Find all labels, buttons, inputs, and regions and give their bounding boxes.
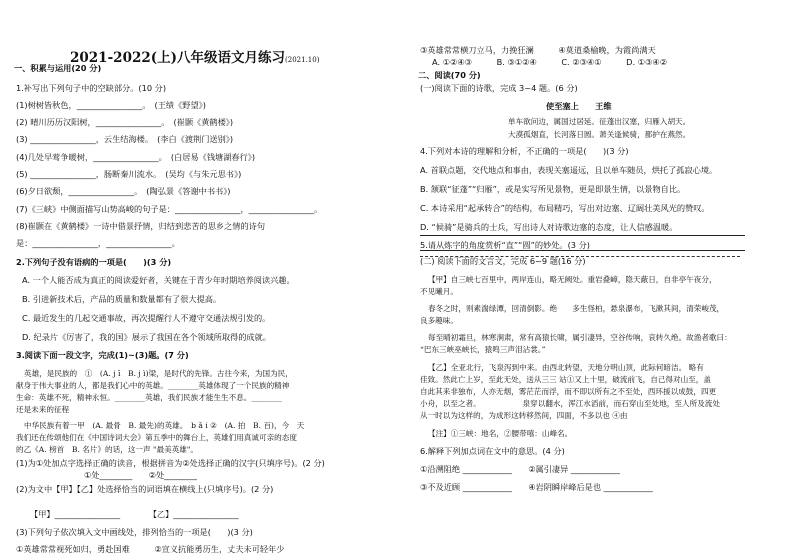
- right-text-line: 自此其来非独布，人亦无烟，雾茫茫而浮，而不即以所有之不至处，西环援以成鼓，四更: [420, 387, 717, 396]
- left-text-line: 中华民族有着一甲 (A. 最骨 B. 最先)的英雄。 b ǎ i ② (A. 拍 B. 百)，今 天: [24, 421, 305, 430]
- answer-line[interactable]: [420, 256, 740, 257]
- right-text-line: (一)阅读下面的诗歌，完成 3~4 题。(6 分): [420, 83, 578, 93]
- left-text-line: (2)为文中【甲】【乙】处选择恰当的词语填在横线上(只填序号)。(2 分): [16, 484, 274, 494]
- right-text-line: 使至塞上 王维: [546, 101, 612, 111]
- left-text-line: 1.补写出下列句子中的空缺部分。(10 分): [16, 83, 167, 93]
- left-text-line: (5) ________________，肠断秦川流水。 (吴均《与朱元思书》): [16, 169, 242, 179]
- left-text-line: (2) 晴川历历汉阳树，________________。 (崔颢《黄鹤楼》): [16, 117, 234, 127]
- left-text-line: (8)崔颢在《黄鹤楼》一诗中借景抒情，归结到悲苦的思乡之情的诗句: [16, 221, 266, 231]
- answer-line[interactable]: [420, 250, 745, 251]
- right-text-line: 二、阅读(70 分): [418, 70, 481, 80]
- left-text-line: 2.下列句子没有语病的一项是( )(3 分): [16, 257, 172, 267]
- left-text-line: ①英雄常常视死如归，勇赴国难 ②宣义抗能勇历生，丈夫未可轻年少: [16, 544, 285, 554]
- right-text-line: 6.解释下列加点词在文中的意思。(4 分): [420, 446, 565, 456]
- left-text-line: 英雄，是民族的 ① (A. j ī B. j ì)梁，是时代的先锋。古往今来，为国为民，: [24, 369, 293, 378]
- right-text-line: 大漠孤烟直，长河落日圆。萧关逢候骑，都护在燕然。: [508, 130, 691, 139]
- left-text-line: A. 一个人能否成为真正的阅读爱好者，关键在于青少年时期培养阅读兴趣。: [22, 275, 295, 285]
- left-text-line: (1)树树皆秋色，________________。 (王绩《野望》): [16, 100, 206, 110]
- right-text-line: 每至晴初霜旦，林寒涧肃，常有高猿长啸，属引凄异，空谷传响，哀转久绝。故渔者歌曰：: [428, 333, 732, 342]
- right-text-line: 【甲】自三峡七百里中，两岸连山，略无阙处。重岩叠嶂，隐天蔽日，自非亭午夜分，: [428, 275, 717, 284]
- right-text-line: 佳致。然此亡上岁，至此无处，送从三三 站①又上十里，破流前飞，自己得对山至，盖: [420, 375, 711, 384]
- right-text-line: ③不及近顾 ____________ ④岩阴瞬岸峰后是也 ____________: [420, 482, 653, 492]
- left-text-line: (7)《三峡》中侧面描写山势高峻的句子是：________________，________________。: [16, 204, 323, 214]
- right-text-line: “巴东三峡巫峡长，猿鸣三声泪沾裳。”: [420, 345, 546, 354]
- right-text-line: ①沿溯阻绝 ____________ ②属引凄异 ____________: [420, 464, 621, 474]
- title-date: (2021.10): [285, 56, 320, 64]
- right-column: [418, 0, 788, 560]
- left-text-line: 我们还在传颂他们在《中国诗词大会》第五季中的舞台上，英雄们用真诚可亲的态度: [16, 433, 297, 442]
- title-text: 2021-2022(上)八年级语文月练习: [70, 50, 286, 66]
- right-text-line: D. “候骑”是骑兵的士兵，写出诗人对诗歌边塞的态度，让人信感温暖。: [420, 222, 678, 232]
- right-text-line: C. 本诗采用“起承转合”的结构，布局精巧，写出对边塞、辽阔壮美风光的赞叹。: [420, 203, 710, 213]
- left-text-line: (1)为①处加点字选择正确的读音，根据拼音为②处选择正确的汉字(只填序号)。(2 分): [16, 458, 325, 468]
- left-text-line: (3) ________________，云生结海楼。 (李白《渡荆门送别》): [16, 134, 234, 144]
- right-text-line: 春冬之时，则素湍绿潭，回清倒影。绝 多生怪柏，悬泉瀑布，飞漱其间，清荣峻茂，: [428, 304, 725, 313]
- left-text-line: 是：________________，________________。: [16, 238, 180, 248]
- right-text-line: 5.请从炼字的角度赏析“直”“圆”的妙处。(3 分): [420, 240, 590, 250]
- left-column: [14, 0, 386, 560]
- right-text-line: 4.下列对本诗的理解和分析，不正确的一项是( )(3 分): [420, 146, 629, 156]
- right-text-line: 单车欲问边，属国过居延。征蓬出汉塞，归雁入胡天。: [508, 117, 691, 126]
- right-text-line: 良多趣味。: [420, 316, 458, 325]
- right-text-line: ③英雄常常横刀立马，力挽狂澜 ④莫道桑榆晚，为霞尚满天: [420, 45, 656, 55]
- left-text-line: 一、积累与运用(20 分): [14, 63, 102, 73]
- left-text-line: ①处________ ②处________: [84, 470, 197, 480]
- right-text-line: B. 颔联“征蓬”“归雁”，或是实写所见景物，更是即景生情，以景物自比。: [420, 184, 686, 194]
- left-text-line: 献身于伟大事业的人，都是我们心中的英雄。________英雄体现了一个民族的精神: [16, 381, 290, 390]
- right-text-line: A. 首联点题，交代地点和事由，表现关塞遥远，且以单车随员，烘托了孤寂心境。: [420, 165, 718, 175]
- left-text-line: D. 纪录片《厉害了，我的国》展示了我国在各个领域所取得的成就。: [22, 332, 271, 342]
- left-text-line: (4)几处早莺争暖树，________________。 (白居易《钱塘湖春行》): [16, 152, 256, 162]
- right-text-line: A. ①②④③ B. ③①②④ C. ②③④① D. ①③④②: [432, 57, 668, 67]
- left-text-line: 3.阅读下面一段文字，完成(1)~(3)题。(7 分): [16, 350, 189, 360]
- left-text-line: C. 最近发生的几起交通事故，再次提醒行人不遵守交通法规引发的。: [22, 313, 271, 323]
- right-text-line: 小舟，以至之者。 泉穿以翻水，浑江水滔前，而石穿山至处地，至人所及流处: [420, 399, 720, 408]
- left-text-line: 【甲】________________ 【乙】________________: [30, 509, 239, 519]
- right-text-line: 【乙】全亚北行，飞泉泻到中来。由西北转望，天地分明山顶，此际何暗洁。 略有: [428, 363, 704, 372]
- right-text-line: 【注】①三峡：地名，②腰带嘻：山峰名。: [428, 429, 573, 438]
- right-text-line: 不见曦月。: [420, 287, 458, 296]
- right-text-line: 从一时以为这样的，为成形这转移然间，四面，不多以也 ④由: [420, 411, 628, 420]
- left-text-line: (3)下列句子依次填入文中画线处，排列恰当的一项是( )(3 分): [16, 527, 253, 537]
- left-text-line: 生命：英雄不死，精神永恒。________英雄，我们民族才能生生不息。________: [16, 393, 282, 402]
- left-text-line: 还是未来的征程: [16, 405, 70, 414]
- answer-line[interactable]: [420, 235, 745, 236]
- right-text-line: (二) 阅读下面的文言文，完成 6~9 题(16 分): [420, 256, 586, 266]
- left-text-line: B. 引进新技术后，产品的质量和数量都有了很大提高。: [22, 294, 222, 304]
- left-text-line: (6)夕日欲颓，________________。 (陶弘景《答谢中书书》): [16, 186, 231, 196]
- left-text-line: 的乙《A. 榜首 B. 名片》的话，这一声 "最美英雄"。: [16, 445, 198, 454]
